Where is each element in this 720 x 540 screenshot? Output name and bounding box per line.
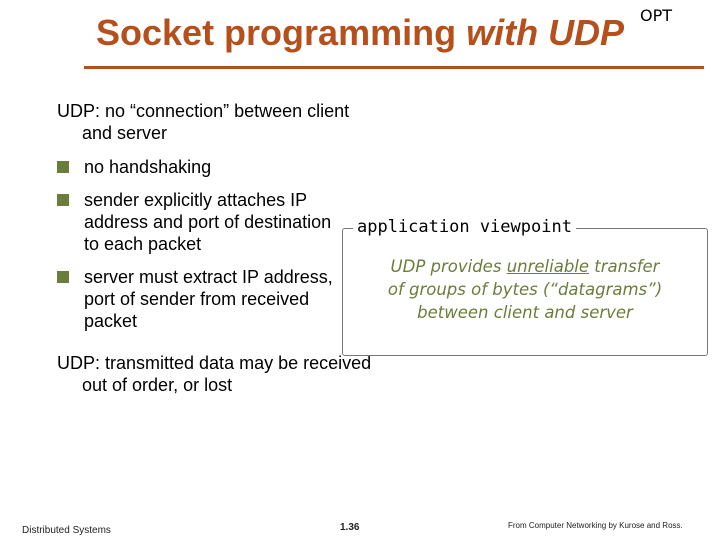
footer-page-number: 1.36: [340, 522, 360, 533]
bullet-square-icon: [57, 194, 69, 206]
closing-text: UDP: transmitted data may be received out of order, or lost: [57, 353, 372, 395]
intro-text: UDP: no “connection” between client and server: [57, 101, 350, 143]
footer-course: Distributed Systems: [22, 525, 111, 536]
title-main: Socket programming: [96, 12, 467, 53]
bullet-text: sender explicitly attaches IP address and port of destination to each packet: [84, 190, 332, 254]
unreliable-word: unreliable: [506, 257, 590, 276]
title-rule: [84, 66, 704, 69]
footer-credit: From Computer Networking by Kurose and Ross.: [508, 521, 683, 530]
bullet-item: [57, 156, 347, 178]
title-emphasis: with UDP: [466, 12, 625, 53]
bullet-square-icon: [57, 161, 69, 173]
bullet-text: server must extract IP address, port of sender from received packet: [84, 267, 333, 331]
bullet-list: [57, 156, 347, 343]
bullet-item: [57, 189, 347, 255]
bullet-text: no handshaking: [84, 157, 212, 177]
viewpoint-line-1: UDP provides unreliable transfer: [390, 257, 660, 276]
viewpoint-line-3: between client and server: [417, 303, 633, 322]
viewpoint-text: [343, 255, 707, 324]
application-viewpoint-box: [342, 217, 708, 356]
viewpoint-line-2: of groups of bytes (“datagrams”): [387, 280, 663, 299]
bullet-square-icon: [57, 271, 69, 283]
bullet-item: [57, 266, 347, 332]
opt-tag: OPT: [640, 6, 673, 25]
viewpoint-label: application viewpoint: [353, 217, 576, 237]
slide-title: [96, 12, 624, 54]
